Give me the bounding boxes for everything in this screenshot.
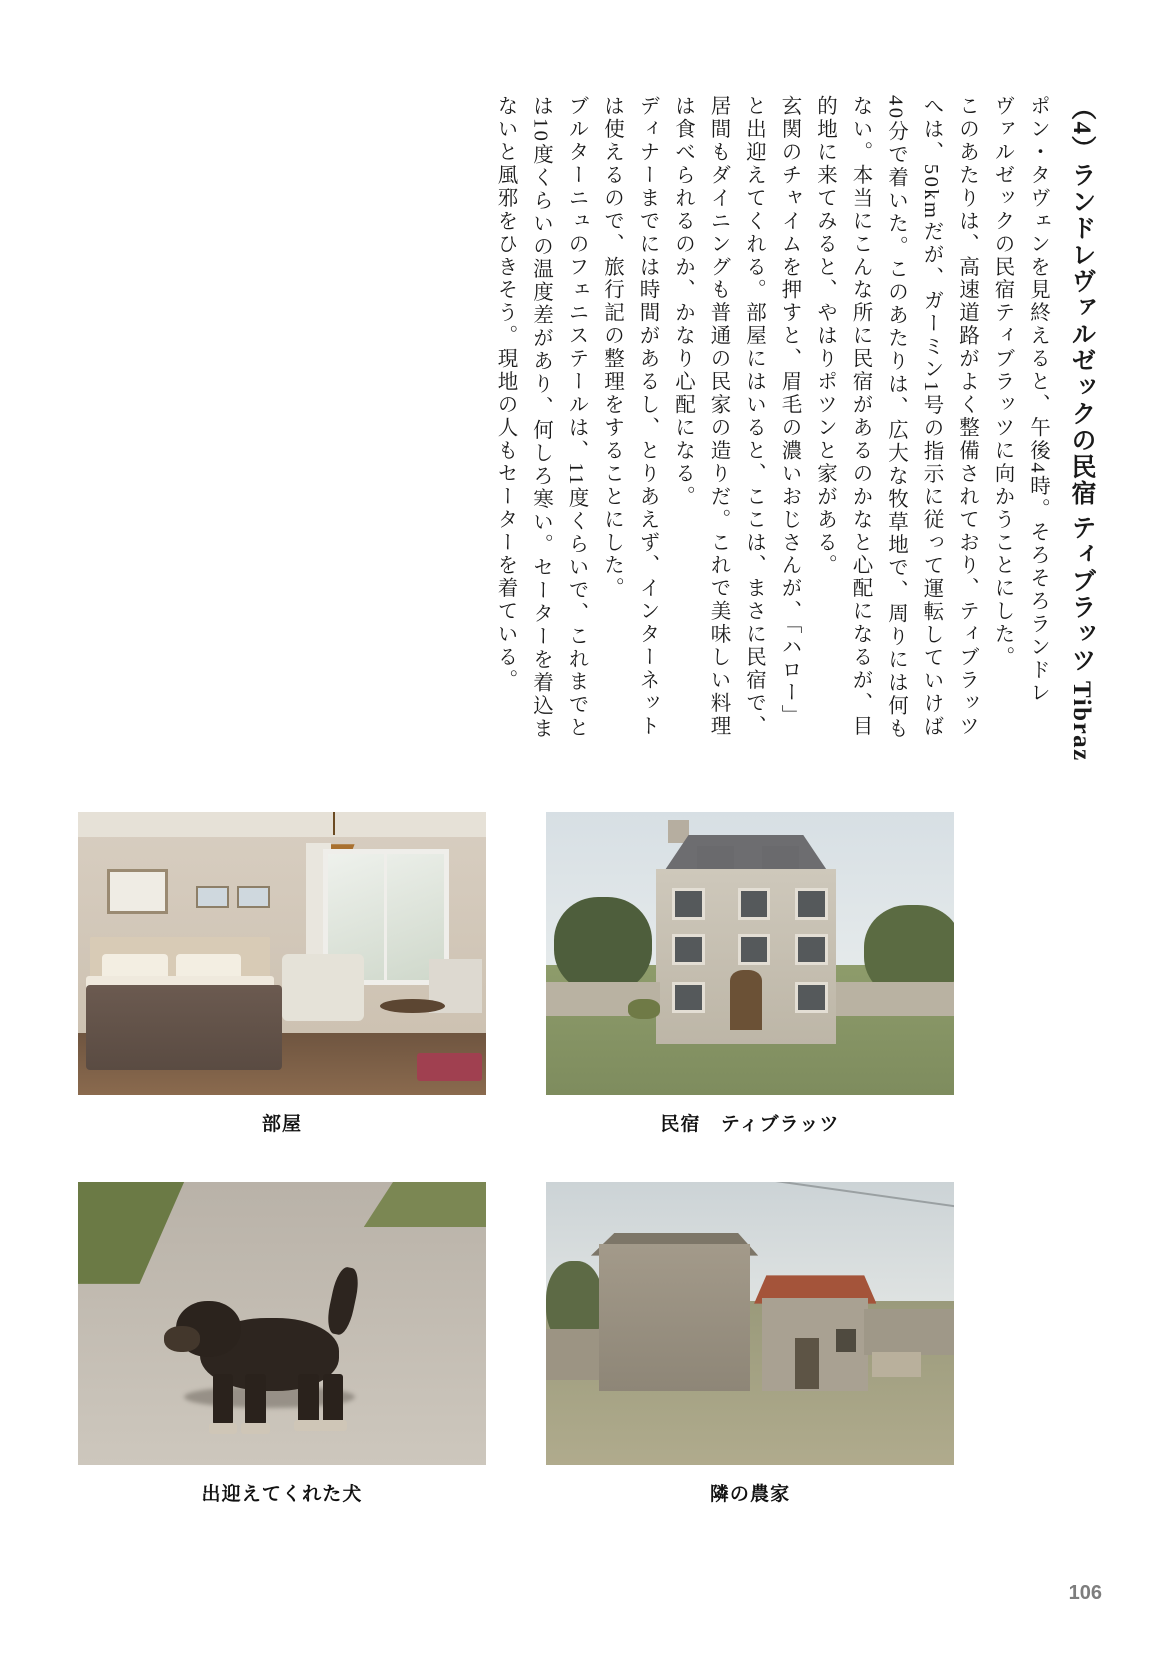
figure-caption: 民宿 ティブラッツ [660, 1114, 840, 1135]
article-line: 的地に来てみると、やはりポツンと家がある。 [813, 95, 836, 578]
article-line: このあたりは、高速道路がよく整備されており、ティブラッツ [955, 95, 978, 738]
article-line: は食べられるのか、かなり心配になる。 [671, 95, 694, 509]
article-line: 玄関のチャイムを押すと、眉毛の濃いおじさんが、「ハロー」 [778, 95, 800, 728]
figure-guesthouse [546, 812, 954, 1136]
article-line: へは、50kmだが、ガーミン1号の指示に従って運転していけば [920, 95, 942, 739]
article-text-block [160, 95, 1100, 785]
photo-room [78, 812, 486, 1095]
page-number: 106 [1068, 1582, 1102, 1604]
photo-dog [78, 1182, 486, 1465]
figure-caption: 出迎えてくれた犬 [201, 1484, 363, 1505]
article-line: ない。本当にこんな所に民宿があるのかなと心配になるが、目 [849, 95, 871, 738]
article-line: 40分で着いた。このあたりは、広大な牧草地で、周りには何も [884, 95, 907, 741]
article-line: ポン・タヴェンを見終えると、午後4時。そろそろランドレ [1026, 95, 1049, 705]
article-line: は使えるので、旅行記の整理をすることにした。 [600, 95, 623, 601]
figure-room [78, 812, 486, 1136]
article-line: ヴァルゼックの民宿ティブラッツに向かうことにした。 [991, 95, 1013, 669]
figure-caption: 隣の農家 [709, 1484, 791, 1505]
article-line: 居間もダイニングも普通の民家の造りだ。これで美味しい料理 [707, 95, 729, 738]
article-line: ブルターニュのフェニステールは、11度くらいで、これまでと [565, 95, 587, 740]
page-title: （4）ランドレヴァルゼックの民宿 ティブラッツ Tibraz [1068, 95, 1095, 762]
article-line: ディナーまでには時間があるし、とりあえず、インターネット [636, 95, 658, 738]
figure-dog [78, 1182, 486, 1506]
photo-farmhouse [546, 1182, 954, 1465]
figure-farmhouse [546, 1182, 954, 1506]
photo-guesthouse [546, 812, 954, 1095]
figure-caption: 部屋 [261, 1114, 303, 1135]
article-line: ないと風邪をひきそう。現地の人もセーターを着ている。 [494, 95, 516, 692]
article-line: は10度くらいの温度差があり、何しろ寒い。セーターを着込ま [529, 95, 552, 741]
article-line: と出迎えてくれる。部屋にはいると、ここは、まさに民宿で、 [742, 95, 765, 738]
